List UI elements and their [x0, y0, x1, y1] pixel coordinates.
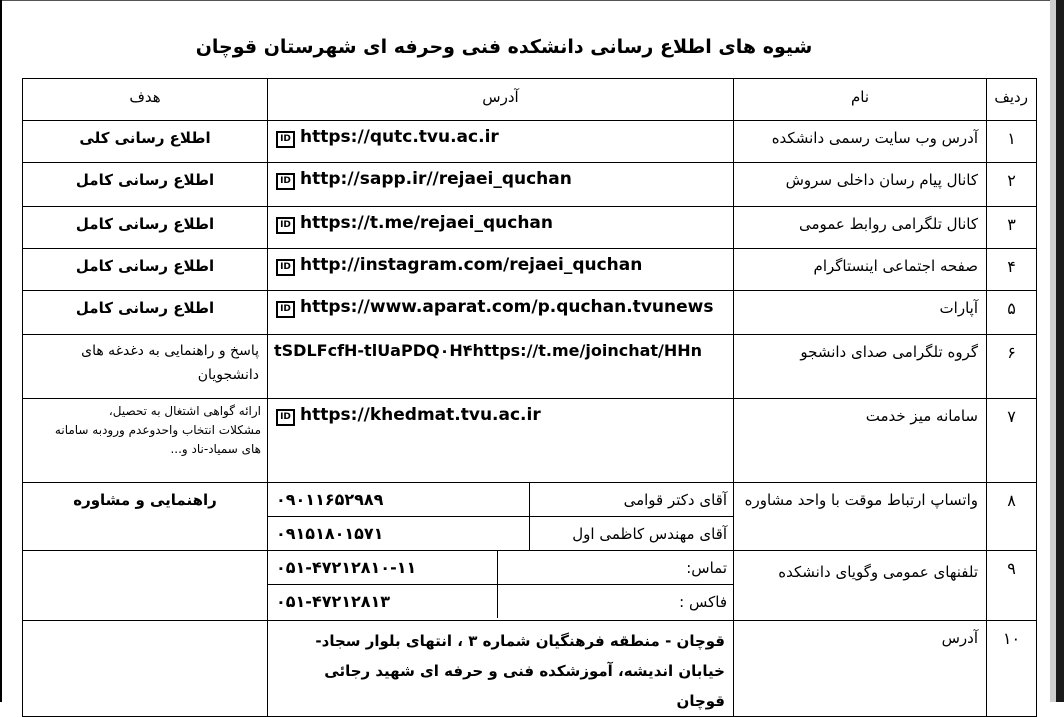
- frame-right-border: [1056, 0, 1064, 702]
- row-name: تلفنهای عمومی وگویای دانشکده: [734, 551, 987, 621]
- row-number: ۲: [987, 163, 1037, 207]
- whatsapp-row: [23, 483, 1037, 551]
- row-goal: پاسخ و راهنمایی به دغدغه های دانشجویان: [23, 335, 268, 399]
- table-row: [23, 163, 1037, 207]
- page-title: شیوه های اطلاع رسانی دانشکده فنی وحرفه ای شهرستان قوچان: [195, 36, 813, 58]
- id-badge-icon: ID: [276, 301, 295, 318]
- frame-top-border: [0, 0, 1064, 1]
- table-row: [23, 291, 1037, 335]
- link-text[interactable]: https://qutc.tvu.ac.ir: [300, 127, 499, 147]
- header-name: نام: [734, 79, 987, 121]
- whatsapp-contacts: [268, 483, 734, 551]
- contact-label: آقای دکتر قوامی: [529, 483, 733, 517]
- row-number: ۴: [987, 249, 1037, 291]
- row-goal: اطلاع رسانی کامل: [23, 163, 268, 207]
- row-goal: ارائه گواهی اشتغال به تحصیل، مشکلات انتخاب واحدوعدم ورودبه سامانه های سمیاد-ناد و...: [23, 399, 268, 483]
- table-row: [23, 207, 1037, 249]
- row-number: ۵: [987, 291, 1037, 335]
- link-text[interactable]: http://sapp.ir//rejaei_quchan: [300, 169, 572, 189]
- row-goal-empty: [23, 551, 268, 621]
- link-text[interactable]: https://khedmat.tvu.ac.ir: [300, 405, 541, 425]
- row-goal-empty: [23, 621, 268, 717]
- row-number: ۷: [987, 399, 1037, 483]
- row-name: کانال تلگرامی روابط عمومی: [734, 207, 987, 249]
- row-name: آدرس: [734, 621, 987, 717]
- contact-phone[interactable]: ۰۹۱۵۱۸۰۱۵۷۱: [276, 524, 384, 543]
- row-address[interactable]: [268, 207, 734, 249]
- row-number: ۳: [987, 207, 1037, 249]
- contact-phone[interactable]: ۰۹۰۱۱۶۵۲۹۸۹: [268, 483, 529, 517]
- id-badge-icon: ID: [276, 409, 295, 426]
- row-address[interactable]: [268, 291, 734, 335]
- row-name: آپارات: [734, 291, 987, 335]
- id-badge-icon: ID: [276, 173, 295, 190]
- header-address: آدرس: [268, 79, 734, 121]
- row-name: سامانه میز خدمت: [734, 399, 987, 483]
- frame-left-border: [0, 0, 2, 702]
- table-row: [23, 399, 1037, 483]
- link-text[interactable]: tSDLFcfH-tlUaPDQ۰H۴https://t.me/joinchat/HHn: [274, 341, 703, 360]
- row-address[interactable]: [268, 163, 734, 207]
- row-address[interactable]: [268, 399, 734, 483]
- row-name: گروه تلگرامی صدای دانشجو: [734, 335, 987, 399]
- row-name: صفحه اجتماعی اینستاگرام: [734, 249, 987, 291]
- link-text[interactable]: https://t.me/rejaei_quchan: [300, 213, 553, 233]
- info-table: [22, 78, 1037, 717]
- row-number: ۱۰: [987, 621, 1037, 717]
- postal-address: قوچان - منطقه فرهنگیان شماره ۳ ، انتهای بلوار سجاد- خیابان اندیشه، آموزشکده فنی و حرفه ای شهید رجائی قوچان: [268, 621, 734, 717]
- row-number: ۱: [987, 121, 1037, 163]
- row-number: ۸: [987, 483, 1037, 551]
- link-text[interactable]: http://instagram.com/rejaei_quchan: [300, 255, 643, 275]
- header-row-number: ردیف: [987, 79, 1037, 121]
- phone-value[interactable]: ۰۵۱-۴۷۲۱۲۸۱۰-۱۱: [268, 551, 497, 585]
- row-address[interactable]: [268, 249, 734, 291]
- row-address[interactable]: [268, 121, 734, 163]
- phone-numbers: [268, 551, 734, 621]
- row-address[interactable]: [268, 335, 734, 399]
- contact-label: آقای مهندس کاظمی اول: [529, 517, 733, 551]
- table-row: [23, 249, 1037, 291]
- phone-label: تماس:: [497, 551, 733, 585]
- row-name: واتساپ ارتباط موقت با واحد مشاوره: [734, 483, 987, 551]
- header-goal: هدف: [23, 79, 268, 121]
- row-number: ۹: [987, 551, 1037, 621]
- table-row: [23, 121, 1037, 163]
- link-text[interactable]: https://www.aparat.com/p.quchan.tvunews: [300, 297, 714, 317]
- fax-label: فاکس :: [497, 585, 733, 619]
- id-badge-icon: ID: [276, 131, 295, 148]
- row-number: ۶: [987, 335, 1037, 399]
- id-badge-icon: ID: [276, 217, 295, 234]
- row-goal: راهنمایی و مشاوره: [23, 483, 268, 551]
- phones-row: [23, 551, 1037, 621]
- row-name: کانال پیام رسان داخلی سروش: [734, 163, 987, 207]
- table-row: [23, 335, 1037, 399]
- row-goal: اطلاع رسانی کامل: [23, 207, 268, 249]
- fax-value[interactable]: ۰۵۱-۴۷۲۱۲۸۱۳: [276, 592, 391, 611]
- id-badge-icon: ID: [276, 259, 295, 276]
- row-goal: اطلاع رسانی کامل: [23, 249, 268, 291]
- postal-row: [23, 621, 1037, 717]
- row-name: آدرس وب سایت رسمی دانشکده: [734, 121, 987, 163]
- header-row: [23, 79, 1037, 121]
- row-goal: اطلاع رسانی کلی: [23, 121, 268, 163]
- row-goal: اطلاع رسانی کامل: [23, 291, 268, 335]
